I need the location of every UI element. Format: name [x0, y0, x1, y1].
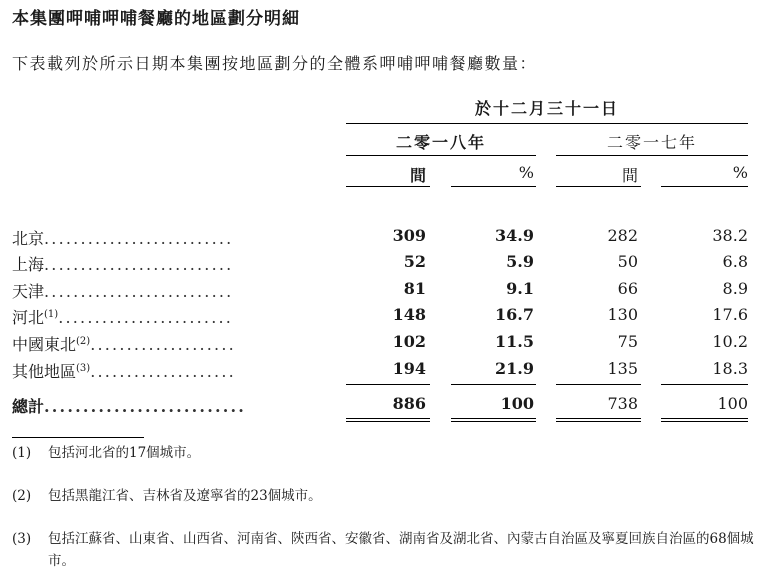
- col-rule: [661, 186, 748, 187]
- cell-pct-2018: 5.9: [506, 252, 534, 271]
- cell-pct-2018: 11.5: [495, 332, 534, 351]
- cell-pct-2017: 10.2: [712, 332, 748, 351]
- double-rule: [661, 418, 748, 419]
- cell-pct-2017: 18.3: [712, 359, 748, 378]
- total-count-2018: 886: [392, 394, 426, 413]
- year-2018-rule: [346, 155, 536, 156]
- year-2018-header: 二零一八年: [395, 133, 486, 152]
- cell-count-2017: 66: [617, 279, 638, 298]
- subtotal-rule: [556, 384, 641, 385]
- cell-pct-2018: 16.7: [495, 305, 534, 324]
- cell-count-2018: 148: [392, 305, 426, 324]
- col-count-2018: 間: [409, 166, 426, 185]
- footnote-number: (2): [12, 488, 32, 504]
- date-group-header: 於十二月三十一日: [474, 99, 619, 118]
- footnote-text: 包括江蘇省、山東省、山西省、河南省、陝西省、安徽省、湖南省及湖北省、內蒙古自治區及寧夏回族自治區的68個城市。: [48, 531, 754, 569]
- total-pct-2018: 100: [500, 394, 534, 413]
- footnote-ref: (1): [44, 309, 59, 320]
- cell-pct-2018: 9.1: [506, 279, 534, 298]
- subtotal-rule: [661, 384, 748, 385]
- footnote-ref: (3): [76, 363, 91, 374]
- cell-count-2017: 135: [607, 359, 638, 378]
- cell-pct-2017: 38.2: [712, 226, 748, 245]
- double-rule: [451, 421, 536, 422]
- cell-count-2017: 130: [607, 305, 638, 324]
- row-label: 北京..........................: [12, 229, 234, 248]
- total-pct-2017: 100: [717, 394, 748, 413]
- row-label: 天津..........................: [12, 282, 234, 301]
- footnote-ref: (2): [76, 336, 91, 347]
- year-2017-rule: [556, 155, 748, 156]
- footnote-text: 包括河北省的17個城市。: [48, 445, 201, 461]
- cell-pct-2017: 6.8: [722, 252, 748, 271]
- row-label: 河北$^{(1)}$........................: [12, 308, 234, 327]
- row-label: 中國東北$^{(2)}$....................: [12, 335, 236, 354]
- col-rule: [451, 186, 536, 187]
- intro-paragraph: 下表載列於所示日期本集團按地區劃分的全體系呷哺呷哺餐廳數量：: [12, 54, 538, 73]
- double-rule: [346, 421, 430, 422]
- cell-count-2018: 52: [403, 252, 426, 271]
- footnote-number: (3): [12, 531, 32, 547]
- cell-count-2018: 81: [403, 279, 426, 298]
- col-rule: [556, 186, 641, 187]
- double-rule: [556, 421, 641, 422]
- cell-count-2018: 309: [392, 226, 426, 245]
- double-rule: [451, 418, 536, 419]
- col-rule: [346, 186, 430, 187]
- total-count-2017: 738: [607, 394, 638, 413]
- double-rule: [661, 421, 748, 422]
- cell-count-2017: 50: [617, 252, 638, 271]
- row-label: 其他地區$^{(3)}$....................: [12, 362, 236, 381]
- double-rule: [346, 418, 430, 419]
- subtotal-rule: [451, 384, 536, 385]
- section-title: 本集團呷哺呷哺餐廳的地區劃分明細: [12, 9, 300, 29]
- header-rule: [346, 123, 748, 124]
- footnote-rule: [12, 437, 144, 438]
- subtotal-rule: [346, 384, 430, 385]
- footnote-number: (1): [12, 445, 32, 461]
- col-pct-2018: %: [518, 163, 534, 182]
- year-2017-header: 二零一七年: [606, 133, 697, 152]
- footnote-text: 包括黑龍江省、吉林省及遼寧省的23個城市。: [48, 488, 322, 504]
- cell-pct-2017: 17.6: [712, 305, 748, 324]
- cell-count-2018: 102: [392, 332, 426, 351]
- total-label: 總計..........................: [12, 397, 247, 416]
- cell-count-2018: 194: [392, 359, 426, 378]
- cell-pct-2018: 34.9: [495, 226, 534, 245]
- cell-pct-2017: 8.9: [722, 279, 748, 298]
- cell-count-2017: 75: [617, 332, 638, 351]
- cell-pct-2018: 21.9: [495, 359, 534, 378]
- col-pct-2017: %: [732, 163, 748, 182]
- cell-count-2017: 282: [607, 226, 638, 245]
- double-rule: [556, 418, 641, 419]
- row-label: 上海..........................: [12, 255, 234, 274]
- col-count-2017: 間: [621, 166, 638, 185]
